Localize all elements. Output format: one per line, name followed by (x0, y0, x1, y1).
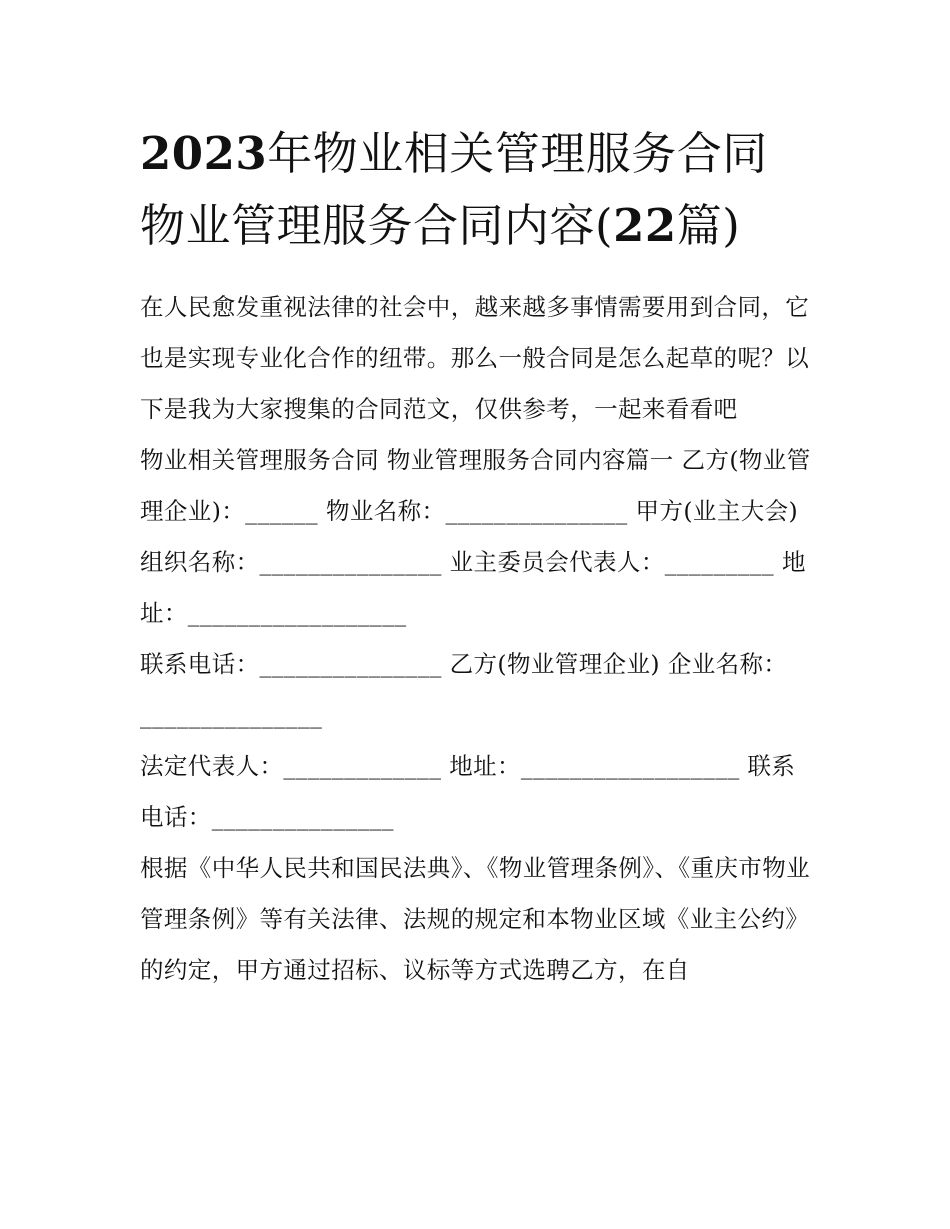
title-count: 22 (613, 199, 677, 252)
organization-paragraph: 组织名称：_______________ 业主委员会代表人：_________ 地址：__________________ (140, 548, 806, 627)
intro-paragraph: 在人民愈发重视法律的社会中，越来越多事情需要用到合同，它也是实现专业化合作的纽带。那么一般合同是怎么起草的呢？以下是我为大家搜集的合同范文，仅供参考，一起来看看吧 (140, 293, 810, 423)
legal-basis-paragraph: 根据《中华人民共和国民法典》、《物业管理条例》、《重庆市物业管理条例》等有关法律、法规的规定和本物业区域《业主公约》的约定，甲方通过招标、议标等方式选聘乙方，在自 (140, 854, 810, 984)
title-line2-end: 篇) (676, 199, 741, 252)
legal-rep-paragraph: 法定代表人：_____________ 地址：__________________ 联系电话：_______________ (140, 752, 796, 831)
document-title (140, 118, 812, 262)
document-page (140, 118, 812, 996)
parties-paragraph: 物业相关管理服务合同 物业管理服务合同内容篇一 乙方(物业管理企业)：______ 物业名称：_______________ 甲方(业主大会) (140, 446, 811, 525)
title-line2-text: 物业管理服务合同内容( (140, 199, 614, 252)
contact-paragraph: 联系电话：_______________ 乙方(物业管理企业) 企业名称：_______________ (140, 650, 788, 729)
title-line1-text: 年物业相关管理服务合同 (267, 127, 768, 180)
title-year: 2023 (140, 127, 268, 180)
